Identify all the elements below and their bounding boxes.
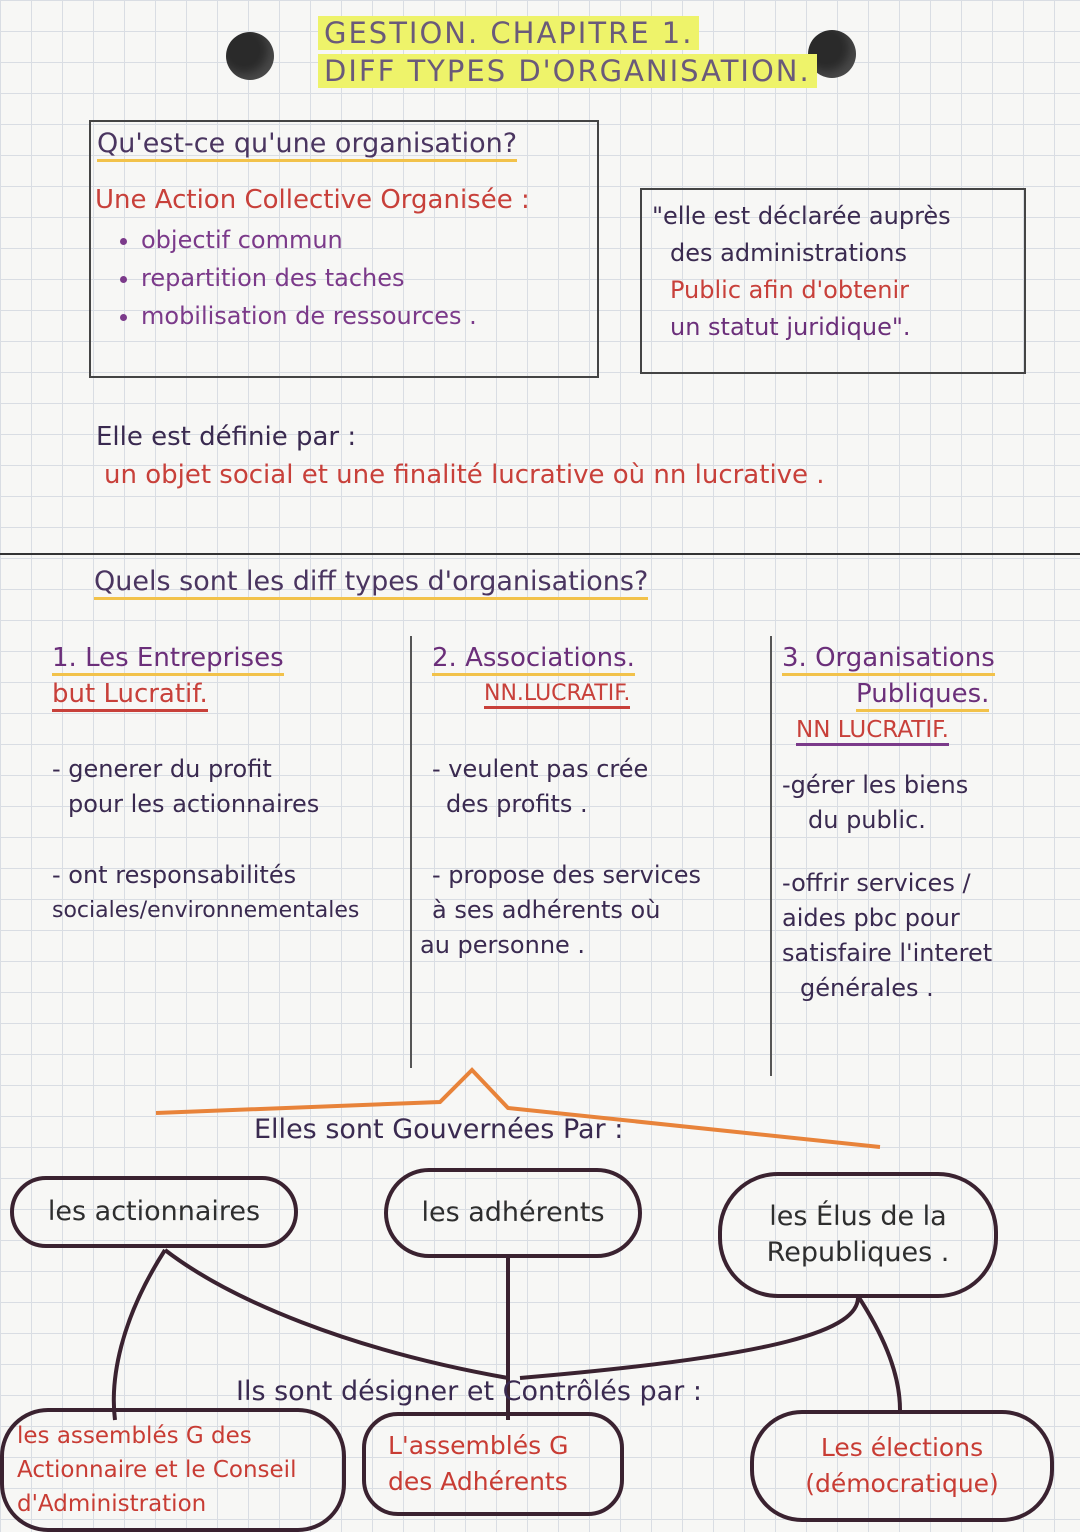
oval-text: les adhérents [421,1197,605,1228]
column-item: aides pbc pour [782,904,960,932]
oval-assemblees-adherents [362,1412,624,1516]
column-item: - ont responsabilités [52,861,297,889]
definition-intro: Une Action Collective Organisée : [95,185,530,215]
governed-label: Elles sont Gouvernées Par : [254,1114,624,1145]
quote-line-2: des administrations [670,239,907,267]
column-item: - generer du profit [52,755,272,783]
controlled-label: Ils sont désigner et Contrôlés par : [236,1376,702,1407]
defined-by-text: un objet social et une finalité lucrative où nn lucrative . [104,460,825,490]
oval-elus [718,1172,998,1298]
column-item: - propose des services [432,861,701,889]
column-item: au personne . [420,931,586,959]
column-heading: 1. Les Entreprises [52,643,284,676]
defined-by-label: Elle est définie par : [96,422,357,452]
oval-text: L'assemblés G des Adhérents [388,1431,569,1496]
quote-line-3: Public afin d'obtenir [670,276,909,304]
column-heading-2: Publiques. [856,679,989,712]
oval-text: les assemblés G des Actionnaire et le Conseil d'Administration [17,1423,297,1517]
tree-line [858,1296,900,1410]
column-item: satisfaire l'interet [782,939,993,967]
column-item: - veulent pas crée [432,755,649,783]
column-item: à ses adhérents où [432,896,661,924]
column-subheading: NN LUCRATIF. [796,717,949,746]
column-heading: 3. Organisations [782,643,995,676]
tree-line [165,1250,508,1378]
column-item: sociales/environnementales [52,898,360,923]
column-item: du public. [808,806,926,834]
tree-line [114,1250,165,1420]
column-item: des profits . [446,790,588,818]
title-line-1: GESTION. CHAPITRE 1. [318,16,699,50]
oval-elections [750,1410,1054,1522]
oval-text: Les élections (démocratique) [805,1433,999,1498]
column-item: générales . [800,974,934,1002]
column-subheading: but Lucratif. [52,679,208,712]
column-item: pour les actionnaires [68,790,320,818]
column-item: -gérer les biens [782,771,969,799]
bullet-item: • objectif commun [141,221,597,259]
definition-question: Qu'est-ce qu'une organisation? [97,128,517,162]
oval-text: les actionnaires [47,1196,261,1227]
bullet-item: • repartition des taches [141,259,597,297]
title-line-2: DIFF TYPES D'ORGANISATION. [318,54,817,88]
oval-actionnaires [10,1176,298,1248]
oval-assemblees-actionnaires [0,1408,346,1532]
types-question-text: Quels sont les diff types d'organisations? [94,566,648,600]
oval-adherents [384,1168,642,1258]
column-subheading: NN.LUCRATIF. [484,681,630,709]
quote-line-1: "elle est déclarée auprès [652,202,951,230]
oval-text: les Élus de la Republiques . [766,1201,950,1268]
quote-line-4: un statut juridique". [670,313,911,341]
column-heading: 2. Associations. [432,643,635,676]
bullet-item: • mobilisation de ressources . [141,297,597,335]
tree-line [520,1296,858,1378]
column-item: -offrir services / [782,869,971,897]
